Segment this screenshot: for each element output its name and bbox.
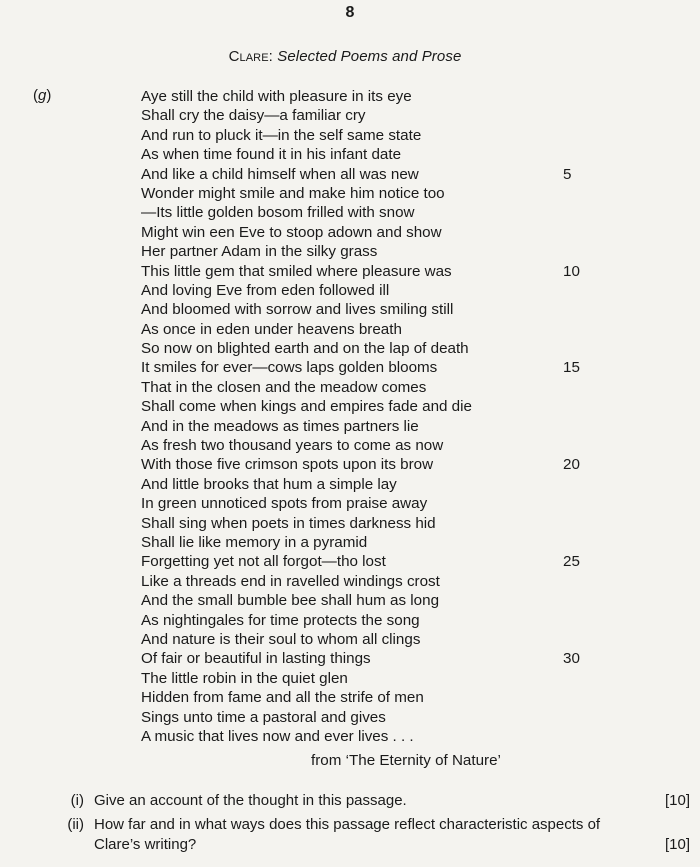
poem-line-text: Shall come when kings and empires fade and die (141, 398, 472, 416)
poem-line-text: Like a threads end in ravelled windings crost (141, 572, 440, 590)
poem-line-text: It smiles for ever—cows laps golden blooms (141, 359, 438, 377)
poem-line (141, 242, 581, 261)
poem-line (141, 223, 581, 242)
question-text: Give an account of the thought in this passage. (94, 792, 407, 809)
question-number: (i) (70, 792, 84, 809)
line-number: 5 (563, 165, 572, 183)
poem-line-text: And nature is their soul to whom all clings (141, 630, 421, 648)
header-title: Selected Poems and Prose (277, 48, 462, 65)
poem-line (141, 630, 581, 649)
poem-line-text: As when time found it in his infant date (141, 146, 402, 164)
poem-line (141, 145, 581, 164)
poem-line (141, 300, 581, 319)
poem-line (141, 455, 581, 474)
poem-source: from ‘The Eternity of Nature’ (311, 752, 501, 769)
question-text: Clare’s writing? (94, 836, 197, 853)
poem-line-text: The little robin in the quiet glen (141, 669, 348, 687)
poem-line-text: A music that lives now and ever lives . . . (141, 727, 414, 745)
line-number: 20 (563, 456, 580, 474)
poem-line (141, 572, 581, 591)
poem-line-text: In green unnoticed spots from praise away (141, 495, 428, 513)
poem-line-text: Hidden from fame and all the strife of men (141, 689, 424, 707)
poem-line (141, 688, 581, 707)
poem-line (141, 358, 581, 377)
poem-line-text: And run to pluck it—in the self same state (141, 126, 422, 144)
poem-line-text: Of fair or beautiful in lasting things (141, 650, 371, 668)
poem-line (141, 262, 581, 281)
poem-line (141, 552, 581, 571)
poem-line (141, 339, 581, 358)
poem-line (141, 708, 581, 727)
poem-extract (141, 87, 581, 746)
poem-line-text: And in the meadows as times partners lie (141, 417, 419, 435)
part-label: (g) (33, 87, 52, 104)
line-number: 30 (563, 650, 580, 668)
part-letter: g (38, 87, 47, 104)
poem-line (141, 184, 581, 203)
poem-line-text: And loving Eve from eden followed ill (141, 281, 390, 299)
question-marks: [10] (664, 836, 690, 853)
poem-line-text: Shall cry the daisy—a familiar cry (141, 107, 366, 125)
poem-line-text: Sings unto time a pastoral and gives (141, 708, 386, 726)
poem-line-text: And like a child himself when all was new (141, 165, 419, 183)
line-number: 25 (563, 553, 580, 571)
poem-line (141, 436, 581, 455)
poem-line (141, 727, 581, 746)
poem-line (141, 87, 581, 106)
poem-line-text: And bloomed with sorrow and lives smiling still (141, 301, 454, 319)
poem-line (141, 494, 581, 513)
poem-line-text: Her partner Adam in the silky grass (141, 243, 378, 261)
question-text: How far and in what ways does this passage reflect characteristic aspects of (94, 816, 601, 833)
line-number: 10 (563, 262, 580, 280)
poem-line-text: And the small bumble bee shall hum as long (141, 592, 440, 610)
line-number: 15 (563, 359, 580, 377)
poem-line (141, 397, 581, 416)
poem-line (141, 475, 581, 494)
header-separator: : (268, 48, 273, 65)
poem-line-text: As nightingales for time protects the song (141, 611, 420, 629)
poem-line-text: As fresh two thousand years to come as now (141, 437, 444, 455)
poem-line (141, 165, 581, 184)
header-author: Clare (228, 48, 269, 65)
poem-line-text: Shall lie like memory in a pyramid (141, 533, 368, 551)
poem-line (141, 533, 581, 552)
poem-line (141, 106, 581, 125)
poem-line-text: Wonder might smile and make him notice too (141, 184, 445, 202)
poem-line-text: —Its little golden bosom frilled with snow (141, 204, 415, 222)
section-header (0, 48, 690, 65)
poem-line-text: So now on blighted earth and on the lap of death (141, 340, 469, 358)
poem-line-text: As once in eden under heavens breath (141, 320, 402, 338)
poem-line-text: And little brooks that hum a simple lay (141, 475, 397, 493)
poem-line-text: Forgetting yet not all forgot—tho lost (141, 553, 386, 571)
poem-line-text: That in the closen and the meadow comes (141, 378, 427, 396)
poem-line (141, 126, 581, 145)
poem-line-text: Aye still the child with pleasure in its eye (141, 88, 412, 105)
poem-line-text: This little gem that smiled where pleasure was (141, 262, 452, 280)
question-number: (ii) (67, 816, 84, 833)
poem-line (141, 649, 581, 668)
poem-line (141, 378, 581, 397)
poem-line (141, 281, 581, 300)
poem-line (141, 417, 581, 436)
poem-line (141, 669, 581, 688)
poem-line (141, 320, 581, 339)
poem-line (141, 203, 581, 222)
poem-line (141, 514, 581, 533)
poem-line (141, 611, 581, 630)
page-number: 8 (345, 4, 355, 21)
poem-line-text: With those five crimson spots upon its brow (141, 456, 434, 474)
poem-line-text: Might win een Eve to stoop adown and show (141, 223, 442, 241)
poem-line-text: Shall sing when poets in times darkness hid (141, 514, 436, 532)
question-marks: [10] (664, 792, 690, 809)
poem-line (141, 591, 581, 610)
